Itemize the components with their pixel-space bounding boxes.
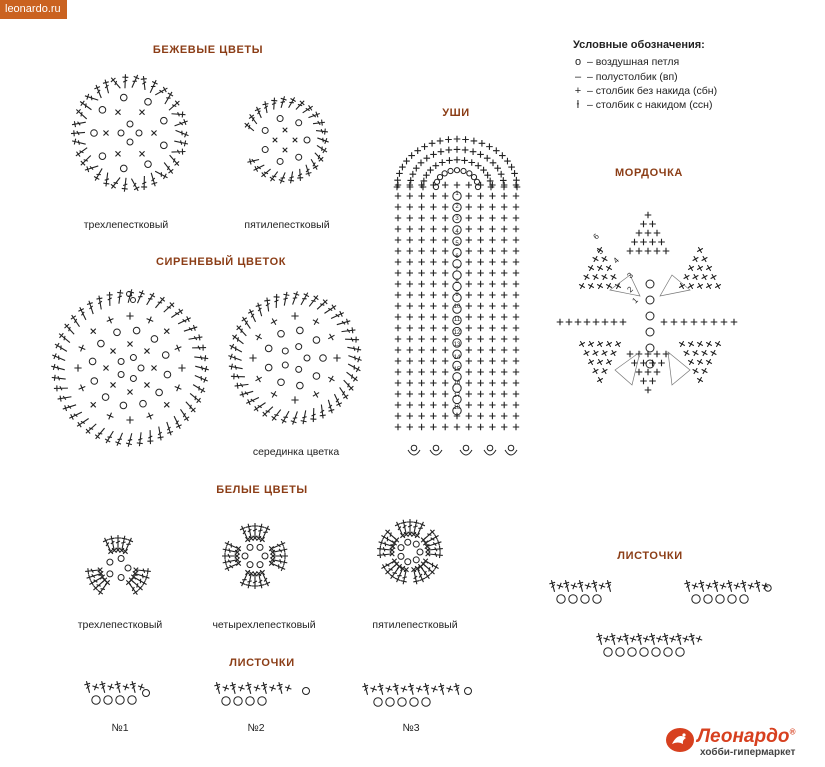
caption-white-four-petal: четырехлепестковый	[212, 619, 316, 631]
diagram-lilac-flower	[50, 288, 209, 447]
ear-row-number: 14	[453, 354, 461, 361]
legend-label: – столбик без накида (сбн)	[587, 85, 718, 97]
ear-row-number: 9	[455, 291, 459, 298]
single-crochet-icon: +	[574, 85, 582, 97]
ear-row-number: 15	[453, 367, 461, 374]
site-tag: leonardo.ru	[0, 0, 67, 19]
ear-row-number: 10	[453, 304, 461, 311]
ear-row-number: 16	[453, 380, 461, 386]
legend-title: Условные обозначения:	[573, 39, 705, 51]
muzzle-round-number: 5	[595, 246, 605, 257]
diagram-leaves-right	[549, 579, 772, 656]
caption-flower-center: серединка цветка	[252, 446, 340, 458]
diagram-flower-center	[227, 290, 362, 425]
diagram-white-five-petal	[377, 519, 443, 585]
heading-leaves-right: ЛИСТОЧКИ	[617, 550, 683, 562]
diagram-leaves-bottom	[84, 680, 472, 706]
diagram-white-three-petal	[85, 535, 151, 596]
ear-row-number: 8	[455, 279, 459, 286]
ear-row-number: 5	[455, 241, 459, 248]
ear-row-number: 1	[455, 191, 459, 197]
caption-white-five-petal: пятилепестковый	[372, 619, 458, 631]
diagram-muzzle	[557, 212, 738, 394]
ear-row-number: 12	[453, 329, 461, 336]
diagram-beige-five-petal	[243, 95, 330, 184]
legend-label: – полустолбик (вп)	[587, 71, 678, 83]
heading-ears: УШИ	[442, 107, 470, 119]
ear-row-number: 2	[455, 203, 459, 210]
diagram-beige-three-petal	[71, 74, 190, 193]
logo-registered: ®	[789, 727, 796, 737]
caption-white-three-petal: трехлепестковый	[77, 619, 163, 631]
ear-row-number: 17	[453, 392, 461, 399]
diagram-white-four-petal	[222, 523, 288, 589]
legend-label: – воздушная петля	[587, 56, 680, 68]
ear-row-number: 7	[455, 266, 459, 273]
chain-stitch-icon: o	[574, 56, 582, 68]
muzzle-round-number: 6	[591, 231, 601, 242]
logo-mark-icon	[666, 728, 694, 752]
ear-row-number: 11	[453, 317, 461, 323]
heading-lilac-flower: СИРЕНЕВЫЙ ЦВЕТОК	[155, 256, 287, 268]
ear-row-number: 3	[455, 216, 459, 223]
slip-stitch-icon: –	[574, 71, 582, 83]
ear-row-number: 4	[455, 228, 459, 235]
caption-beige-five-petal: пятилепестковый	[244, 219, 330, 231]
double-crochet-icon: ƚ	[576, 99, 580, 111]
heading-beige-flowers: БЕЖЕВЫЕ ЦВЕТЫ	[152, 44, 264, 56]
muzzle-round-number: 4	[611, 255, 621, 266]
heading-white-flowers: БЕЛЫЕ ЦВЕТЫ	[216, 484, 308, 496]
logo-text: Леонардо	[697, 726, 790, 747]
ear-row-number: 18	[453, 405, 461, 412]
ear-row-number: 13	[453, 342, 461, 349]
ear-row-number: 6	[455, 254, 459, 260]
leaf-label-1: №1	[111, 722, 129, 734]
muzzle-round-number: 1	[630, 295, 640, 306]
leaf-label-3: №3	[402, 722, 420, 734]
muzzle-round-number: 2	[625, 284, 635, 295]
muzzle-round-number: 3	[625, 270, 635, 281]
logo-name	[697, 726, 795, 748]
leaf-label-2: №2	[247, 722, 265, 734]
legend-label: – столбик с накидом (ссн)	[587, 99, 713, 111]
logo-tagline: хобби-гипермаркет	[700, 747, 796, 758]
caption-beige-three-petal: трехлепестковый	[83, 219, 169, 231]
heading-leaves-bottom: ЛИСТОЧКИ	[229, 657, 295, 669]
heading-muzzle: МОРДОЧКА	[615, 167, 683, 179]
